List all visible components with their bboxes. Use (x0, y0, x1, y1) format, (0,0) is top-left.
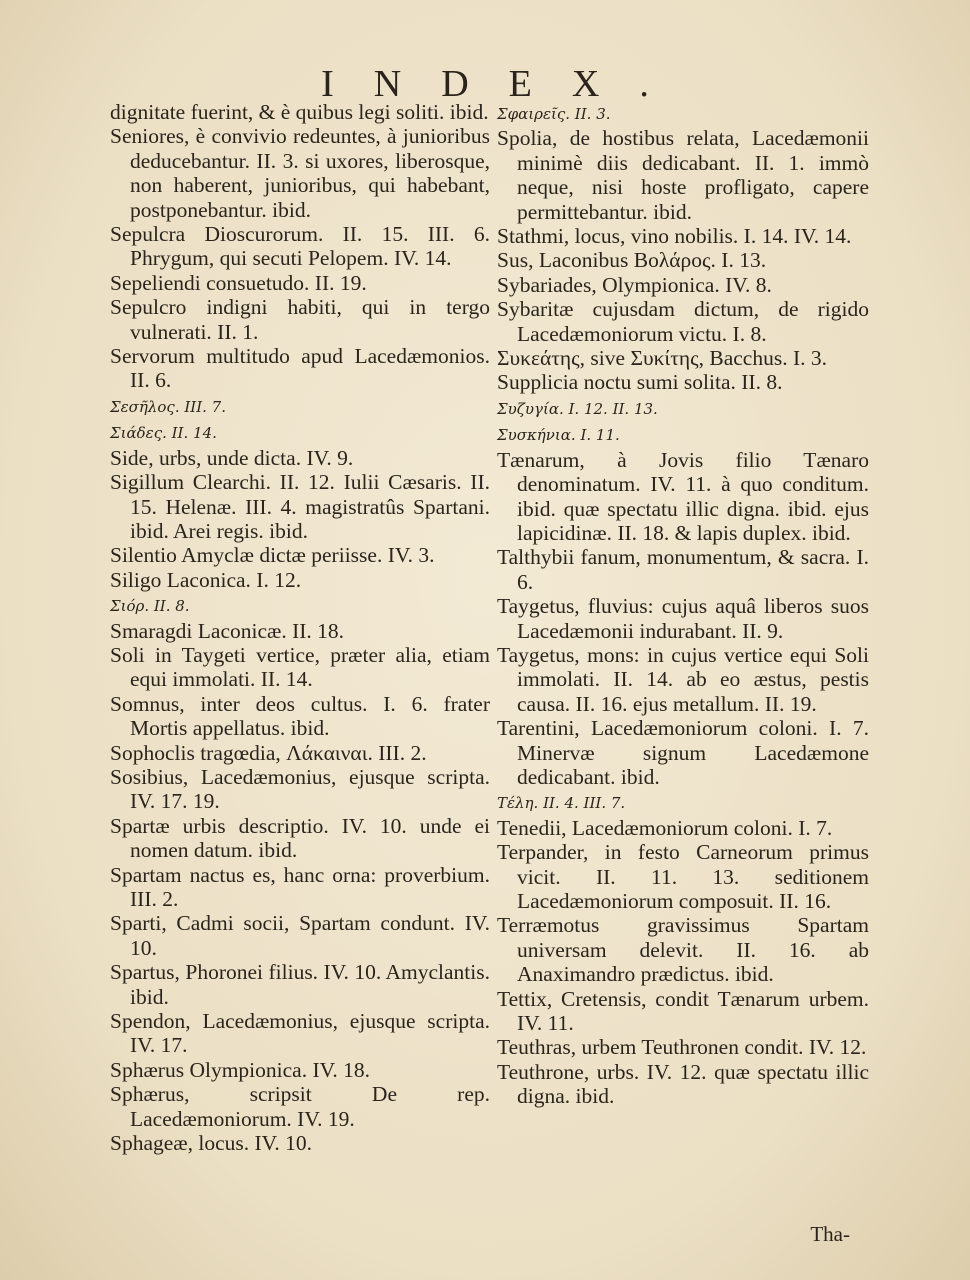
index-entry: Sosibius, Lacedæmonius, ejusque scripta. IV. 17. 19. (110, 764, 490, 814)
greek-term: Σεσῆλος. III. 7. (110, 397, 226, 416)
index-entry: Tenedii, Lacedæmoniorum coloni. I. 7. (497, 815, 833, 840)
index-entry: Sparti, Cadmi socii, Spartam condunt. IV. 10. (110, 911, 490, 960)
index-entry: Somnus, inter deos cultus. I. 6. frater Mortis appellatus. ibid. (110, 691, 490, 741)
index-entry (110, 419, 490, 445)
index-entry: Spartam nactus es, hanc orna: proverbium. III. 2. (110, 862, 490, 911)
index-entry: Sphærus Olympionica. IV. 18. (110, 1057, 370, 1082)
index-entry: Sepeliendi consuetudo. II. 19. (110, 270, 367, 295)
index-entry: Taygetus, fluvius: cujus aquâ liberos suos Lacedæmonii indurabant. II. 9. (497, 594, 869, 643)
index-entry: Spartus, Phoronei filius. IV. 10. Amyclantis. ibid. (110, 960, 490, 1009)
index-entry: Sybaritæ cujusdam dictum, de rigido Lacedæmoniorum victu. I. 8. (497, 297, 869, 346)
index-entry (497, 789, 869, 815)
index-entry: Spolia, de hostibus relata, Lacedæmonii minimè diis dedicabant. II. 1. immò neque, nisi hoste profligato, capere permittebantur. ibid. (497, 126, 869, 224)
index-entry: Spendon, Lacedæmonius, ejusque scripta. IV. 17. (110, 1009, 490, 1058)
index-entry (497, 395, 869, 421)
left-column (110, 100, 490, 1155)
index-entry: Teuthras, urbem Teuthronen condit. IV. 12. (497, 1035, 867, 1060)
index-entry: Taygetus, mons: in cujus vertice equi Soli immolati. II. 14. ab eo æstus, pestis causa. II. 16. ejus metallum. II. 19. (497, 642, 869, 716)
right-column (497, 100, 869, 1109)
index-entry: Soli in Taygeti vertice, præter alia, etiam equi immolati. II. 14. (110, 642, 490, 692)
index-entry: Supplicia noctu sumi solita. II. 8. (497, 370, 783, 395)
index-entry: dignitate fuerint, & è quibus legi soliti. ibid. (110, 100, 489, 124)
index-entry: Sigillum Clearchi. II. 12. Iulii Cæsaris. II. 15. Helenæ. III. 4. magistratûs Spartani. ibid. Arei regis. ibid. (110, 470, 490, 543)
index-entry: Side, urbs, unde dicta. IV. 9. (110, 445, 354, 470)
index-entry: Servorum multitudo apud Lacedæmonios. II. 6. (110, 344, 490, 393)
index-entry (497, 421, 869, 447)
index-entry: Sepulcra Dioscurorum. II. 15. III. 6. Phrygum, qui secuti Pelopem. IV. 14. (110, 222, 490, 271)
index-entry: Spartæ urbis descriptio. IV. 10. unde ei nomen datum. ibid. (110, 813, 490, 863)
index-entry: Sphærus, scripsit De rep. Lacedæmoniorum. IV. 19. (110, 1082, 490, 1131)
index-entry: Terræmotus gravissimus Spartam universam delevit. II. 16. ab Anaximandro prædictus. ibid. (497, 913, 869, 987)
greek-term: Σφαιρεῖς. II. 3. (497, 105, 611, 123)
greek-term: Συζυγία. I. 12. II. 13. (497, 399, 658, 418)
greek-term: Σιάδες. II. 14. (110, 424, 217, 443)
greek-term: Σιόρ. II. 8. (110, 597, 190, 616)
index-entry: Smaragdi Laconicæ. II. 18. (110, 618, 345, 643)
catchword: Tha- (810, 1222, 850, 1246)
index-entry: Silentio Amyclæ dictæ periisse. IV. 3. (110, 543, 435, 568)
index-entry: Seniores, è convivio redeuntes, à junioribus deducebantur. II. 3. si uxores, liberosque, non haberent, junioribus, qui habebant, postponebantur. ibid. (110, 124, 490, 222)
index-entry: Terpander, in festo Carneorum primus vicit. II. 11. 13. seditionem Lacedæmoniorum composuit. II. 16. (497, 840, 869, 913)
index-entry: Sus, Laconibus Βολάρος. I. 13. (497, 248, 767, 273)
index-entry: Sepulcro indigni habiti, qui in tergo vulnerati. II. 1. (110, 295, 490, 344)
index-entry: Sybariades, Olympionica. IV. 8. (497, 272, 772, 297)
index-entry: Tettix, Cretensis, condit Tænarum urbem. IV. 11. (497, 986, 869, 1036)
greek-term: Συσκήνια. I. 11. (497, 426, 620, 445)
index-entry: Συκεάτης, sive Συκίτης, Bacchus. I. 3. (497, 346, 827, 371)
index-entry: Talthybii fanum, monumentum, & sacra. I. 6. (497, 545, 869, 594)
index-entry: Stathmi, locus, vino nobilis. I. 14. IV. 14. (497, 224, 852, 249)
greek-term: Τέλη. II. 4. III. 7. (497, 794, 626, 813)
index-entry: Siligo Laconica. I. 12. (110, 567, 302, 592)
index-entry (110, 393, 490, 419)
index-entry (497, 100, 869, 126)
index-entry: Teuthrone, urbs. IV. 12. quæ spectatu illic digna. ibid. (497, 1059, 869, 1109)
index-entry: Tarentini, Lacedæmoniorum coloni. I. 7. Minervæ signum Lacedæmone dedicabant. ibid. (497, 716, 869, 789)
page-header: INDEX. (321, 63, 689, 105)
index-entry: Tænarum, à Jovis filio Tænaro denominatum. IV. 11. à quo conditum. ibid. quæ spectatu illic digna. ibid. ejus lapicidinæ. II. 18. & lapis duplex. ibid. (497, 447, 869, 545)
index-entry: Sphageæ, locus. IV. 10. (110, 1131, 313, 1156)
index-entry: Sophoclis tragœdia, Λάκαιναι. III. 2. (110, 740, 427, 765)
index-entry (110, 592, 490, 618)
